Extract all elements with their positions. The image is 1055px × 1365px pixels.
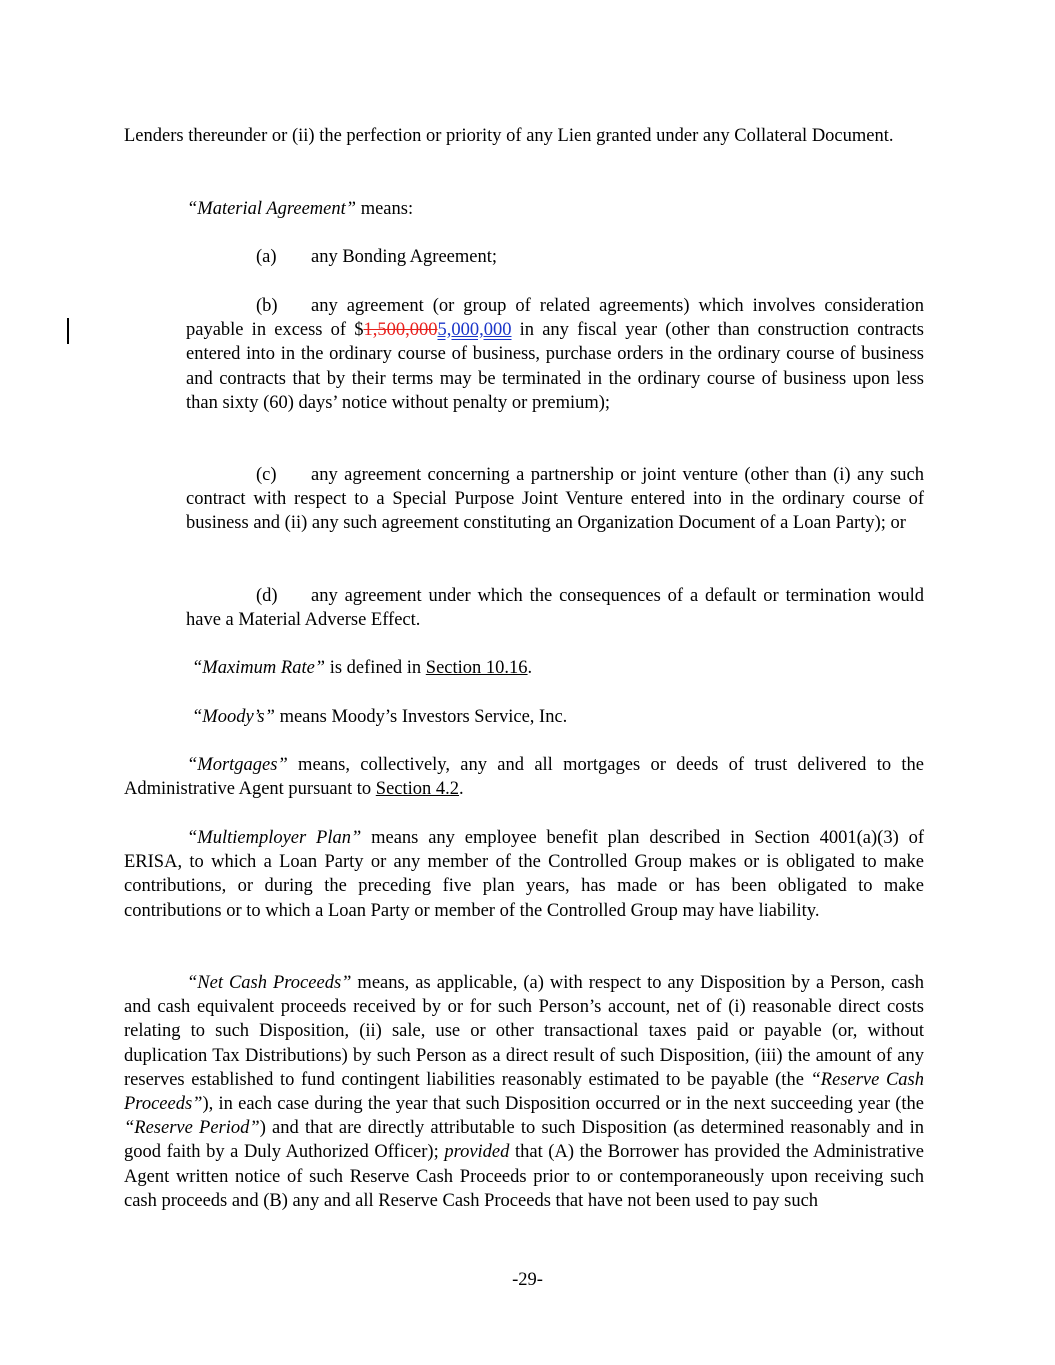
multiemployer-plan-text: means any employee benefit plan described in Section 4001(a)(3) of ERISA, to which a Loan Party or any member of the Controlled Group makes or is obligated to make contributions, or during the preceding five plan years, has made or has been obligated to make contributions or to which a Loan Party or member of the Controlled Group may have liability. (124, 828, 924, 921)
net-cash-proceeds-text-1: means, as applicable, (a) with respect to any Disposition by a Person, cash and cash equivalent proceeds received by or for such Person’s account, net of (i) reasonable direct costs relating to such Disposition, (ii) sale, use or other transactional taxes paid or payable (or, without duplication Tax Distributions) by such Person as a direct result of such Disposition, (iii) the amount of any reserves established to fund contingent liabilities reasonably estimated to be payable (the (124, 973, 924, 1090)
clause-a (186, 245, 924, 269)
clause-c (186, 463, 924, 536)
clause-b-label: (b) (256, 296, 278, 316)
intro-text: Lenders thereunder or (ii) the perfection or priority of any Lien granted under any Collateral Document. (124, 126, 894, 146)
moodys-text: means Moody’s Investors Service, Inc. (274, 707, 568, 727)
mortgages-text: means, collectively, any and all mortgages or deeds of trust delivered to the Administrative Agent pursuant to (124, 755, 924, 800)
net-cash-proceeds-definition (124, 971, 924, 1213)
maximum-rate-term: “Maximum Rate” (192, 658, 326, 678)
mortgages-definition (124, 753, 924, 801)
inserted-amount: 5,000,000 (437, 320, 512, 341)
clause-b-text-pre: any agreement (or group of related agreements) which involves consideration payable in excess of $ (186, 296, 924, 341)
clause-d (186, 584, 924, 632)
moodys-term: “Moody’s” (192, 707, 275, 727)
intro-paragraph (124, 124, 924, 148)
reserve-period-term: “Reserve Period” (124, 1118, 260, 1139)
net-cash-proceeds-term: “Net Cash Proceeds” (187, 973, 352, 993)
section-4-2-reference[interactable]: Section 4.2 (375, 779, 460, 800)
material-agreement-lead: means: (356, 199, 414, 219)
revision-change-bar (67, 318, 69, 344)
reserve-cash-proceeds-term: “Reserve Cash Proceeds” (124, 1069, 924, 1115)
mortgages-term: “Mortgages” (187, 755, 288, 775)
clause-c-text: any agreement concerning a partnership or joint venture (other than (i) any such contract with respect to a Special Purpose Joint Venture entered into in the ordinary course of business and (ii) any such agreement constituting an Organization Document of a Loan Party); or (186, 465, 924, 534)
net-cash-proceeds-text-2: ), in each case during the year that such Disposition occurred or in the next succeeding year (the (202, 1094, 924, 1115)
clause-b (186, 294, 924, 415)
multiemployer-plan-term: “Multiemployer Plan” (187, 828, 362, 848)
maximum-rate-text: is defined in (325, 658, 426, 678)
deleted-amount: 1,500,000 (363, 320, 438, 341)
page-number: -29- (512, 1270, 543, 1290)
clause-a-text: any Bonding Agreement; (311, 247, 497, 267)
maximum-rate-end: . (527, 658, 533, 678)
clause-a-label: (a) (256, 247, 277, 267)
material-agreement-definition (124, 197, 924, 221)
net-cash-proceeds-text-3: ) and that are directly attributable to such Disposition (as determined reasonably and in good faith by a Duly Authorized Officer); (124, 1118, 924, 1163)
maximum-rate-definition (124, 656, 924, 680)
clause-d-text: any agreement under which the consequences of a default or termination would have a Material Adverse Effect. (186, 586, 924, 631)
clause-b-text-post: in any fiscal year (other than construction contracts entered into in the ordinary course of business, purchase orders in the ordinary course of business and contracts that by their terms may be terminated in the ordinary course of business upon less than sixty (60) days’ notice without penalty or premium); (186, 320, 925, 413)
moodys-definition (124, 705, 924, 729)
multiemployer-plan-definition (124, 826, 924, 923)
material-agreement-term: “Material Agreement” (187, 199, 357, 219)
net-cash-proceeds-text-4: that (A) the Borrower has provided the Administrative Agent written notice of such Reserve Cash Proceeds prior to or contemporaneously upon receiving such cash proceeds and (B) any and all Reserve Cash Proceeds that have not been used to pay such (124, 1142, 924, 1211)
clause-c-label: (c) (256, 465, 277, 485)
clause-d-label: (d) (256, 586, 278, 606)
section-10-16-reference[interactable]: Section 10.16 (425, 658, 528, 678)
mortgages-end: . (459, 779, 464, 800)
provided-keyword: provided (444, 1142, 510, 1163)
